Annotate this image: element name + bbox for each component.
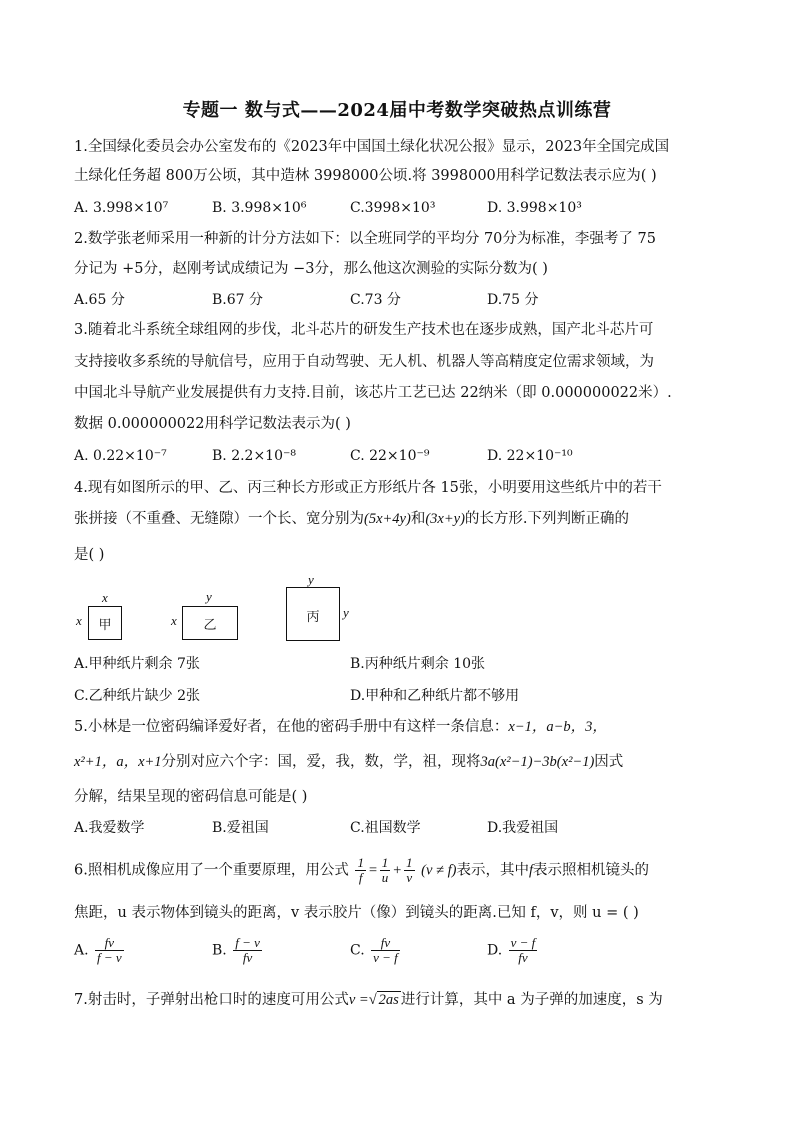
jia-card-label: 甲	[98, 617, 112, 633]
q7-formula-sqrt: √ 2as	[368, 992, 399, 1008]
q6-condition: (v ≠ f)	[421, 862, 457, 879]
q1-stem-line1: 1.全国绿化委员会办公室发布的《2023年中国国土绿化状况公报》显示，2023年全国完成国	[74, 139, 670, 155]
yi-card	[182, 606, 238, 640]
q2-stem-line2: 分记为 +5分，赵刚考试成绩记为 −3分，那么他这次测验的实际分数为( )	[74, 261, 548, 277]
q3-stem-line2: 支持接收多系统的导航信号，应用于自动驾驶、无人机、机器人等高精度定位需求领域，为	[74, 354, 654, 370]
q5-expression: 3a(x²−1)−3b(x²−1)	[480, 754, 595, 770]
q3-stem-line1: 3.随着北斗系统全球组网的步伐，北斗芯片的研发生产技术也在逐步成熟，国产北斗芯片可	[74, 322, 654, 338]
q1-option-d: D. 3.998×10³	[487, 200, 582, 216]
q6-option-d	[487, 936, 539, 965]
q6-option-b-letter: B.	[212, 942, 227, 959]
q3-stem-line3: 中国北斗导航产业发展提供有力支持.目前，该芯片工艺已达 22纳米（即 0.000000022米）.	[74, 385, 672, 401]
bing-card	[286, 587, 340, 641]
q6-option-c-num: fv	[371, 936, 400, 951]
q5-stem-line2	[74, 752, 623, 772]
q4-stem-line2-text-c: 的长方形.下列判断正确的	[464, 511, 630, 527]
q4-expr-length: (5x+4y)	[364, 511, 411, 527]
q6-formula-1-over-v	[404, 856, 415, 885]
q6-stem-line2: 焦距，u 表示物体到镜头的距离，v 表示胶片（像）到镜头的距离.已知 f，v，则 u = ( )	[74, 905, 639, 921]
q6-option-c	[350, 936, 402, 965]
q6-formula-den: f	[358, 870, 363, 885]
q6-option-a	[74, 936, 126, 965]
q7-formula-lhs: v =	[348, 992, 369, 1008]
q5-option-a: A.我爱数学	[74, 820, 145, 836]
q4-stem-line1: 4.现有如图所示的甲、乙、丙三种长方形或正方形纸片各 15张，小明要用这些纸片中的若干	[74, 480, 662, 496]
q1-stem-line2: 土绿化任务超 800万公顷，其中造林 3998000公顷.将 3998000用科学记数法表示应为( )	[74, 168, 657, 184]
q6-option-c-fraction	[371, 936, 400, 965]
page-title: 专题一 数与式——2024届中考数学突破热点训练营	[182, 100, 612, 121]
bing-side-label: y	[343, 605, 349, 620]
q5-option-b: B.爱祖国	[212, 820, 269, 836]
q1-option-a: A. 3.998×10⁷	[74, 200, 169, 216]
q2-option-c: C.73 分	[350, 292, 401, 308]
q5-stem-line2-text: 分别对应六个字：国，爱，我，数，学，祖，现将	[161, 754, 481, 770]
jia-side-label: x	[76, 613, 82, 628]
q3-option-c: C. 22×10⁻⁹	[350, 448, 430, 464]
q5-code-list-1: x−1，a−b，3，	[508, 719, 607, 735]
q6-formula-num: 1	[381, 855, 389, 870]
q6-option-b	[212, 936, 264, 965]
q6-option-c-letter: C.	[350, 942, 365, 959]
q5-stem-line1-text: 5.小林是一位密码编译爱好者，在他的密码手册中有这样一条信息：	[74, 719, 509, 735]
q4-stem-line2	[74, 509, 629, 529]
q6-formula-1-over-u	[380, 856, 391, 885]
q3-option-b: B. 2.2×10⁻⁸	[212, 448, 296, 464]
bing-top-label: y	[308, 572, 314, 587]
q6-formula-den: u	[381, 870, 389, 885]
q6-option-d-letter: D.	[487, 942, 503, 959]
yi-card-label: 乙	[203, 617, 217, 633]
q6-option-a-letter: A.	[74, 942, 89, 959]
jia-card	[88, 606, 122, 640]
q6-option-a-num: fv	[95, 936, 124, 951]
q6-option-d-fraction	[509, 936, 538, 965]
q6-stem-line1	[74, 856, 649, 885]
q4-option-b: B.丙种纸片剩余 10张	[350, 656, 486, 672]
q6-option-a-fraction	[95, 936, 124, 965]
q6-option-b-fraction	[233, 936, 262, 965]
q5-stem-line2-end: 因式	[594, 754, 624, 770]
q4-expr-width: (3x+y)	[425, 511, 465, 527]
q6-option-b-num: f − v	[235, 935, 260, 950]
q6-stem-line1-end: 表示照相机镜头的	[533, 862, 650, 879]
q6-var-f: f	[529, 862, 534, 879]
q5-option-c: C.祖国数学	[350, 820, 421, 836]
q5-stem-line3: 分解，结果呈现的密码信息可能是( )	[74, 789, 308, 805]
q1-option-c: C.3998×10³	[350, 200, 436, 216]
bing-card-label: 丙	[306, 610, 320, 625]
q6-formula-equals: =	[367, 862, 378, 879]
q6-formula-plus: +	[392, 862, 403, 879]
q2-option-a: A.65 分	[74, 292, 125, 308]
q1-option-b: B. 3.998×10⁶	[212, 200, 307, 216]
jia-top-label: x	[102, 590, 108, 605]
q4-stem-line3: 是( )	[74, 547, 105, 563]
q2-option-b: B.67 分	[212, 292, 264, 308]
q4-option-a: A.甲种纸片剩余 7张	[74, 656, 200, 672]
q6-option-a-den: f − v	[97, 950, 122, 965]
q6-stem-line1-text: 6.照相机成像应用了一个重要原理，用公式	[74, 862, 349, 879]
q4-stem-line2-text-b: 和	[410, 511, 426, 527]
q3-stem-line4: 数据 0.000000022用科学记数法表示为( )	[74, 416, 351, 432]
q6-option-b-den: fv	[242, 950, 253, 965]
q4-option-c: C.乙种纸片缺少 2张	[74, 688, 201, 704]
q4-stem-line2-text-a: 张拼接（不重叠、无缝隙）一个长、宽分别为	[74, 511, 364, 527]
q5-stem-line1	[74, 717, 607, 737]
q6-formula-num: 1	[357, 855, 364, 870]
q7-stem-line1-text: 7.射击时，子弹射出枪口时的速度可用公式	[74, 992, 349, 1008]
q5-code-list-2: x²+1，a，x+1	[74, 754, 162, 770]
q5-option-d: D.我爱祖国	[487, 820, 559, 836]
yi-side-label: x	[171, 613, 177, 628]
q6-option-d-num: v − f	[510, 935, 536, 950]
q2-stem-line1: 2.数学张老师采用一种新的计分方法如下：以全班同学的平均分 70分为标准，李强考了 75	[74, 231, 656, 247]
q6-formula-1-over-f	[355, 856, 366, 885]
yi-top-label: y	[206, 589, 212, 604]
q7-stem-line1-end: 进行计算，其中 a 为子弹的加速度，s 为	[400, 992, 663, 1008]
q6-formula-den: v	[406, 870, 413, 885]
q7-stem-line1	[74, 990, 663, 1010]
q6-stem-line1-mid: 表示，其中	[456, 862, 529, 879]
q6-option-c-den: v − f	[373, 950, 398, 965]
q4-option-d: D.甲种和乙种纸片都不够用	[350, 688, 520, 704]
q6-option-d-den: fv	[518, 950, 528, 965]
q3-option-d: D. 22×10⁻¹⁰	[487, 448, 573, 464]
q7-formula-radicand: 2as	[378, 992, 399, 1008]
q6-formula-num: 1	[406, 855, 413, 870]
q3-option-a: A. 0.22×10⁻⁷	[74, 448, 167, 464]
q2-option-d: D.75 分	[487, 292, 539, 308]
